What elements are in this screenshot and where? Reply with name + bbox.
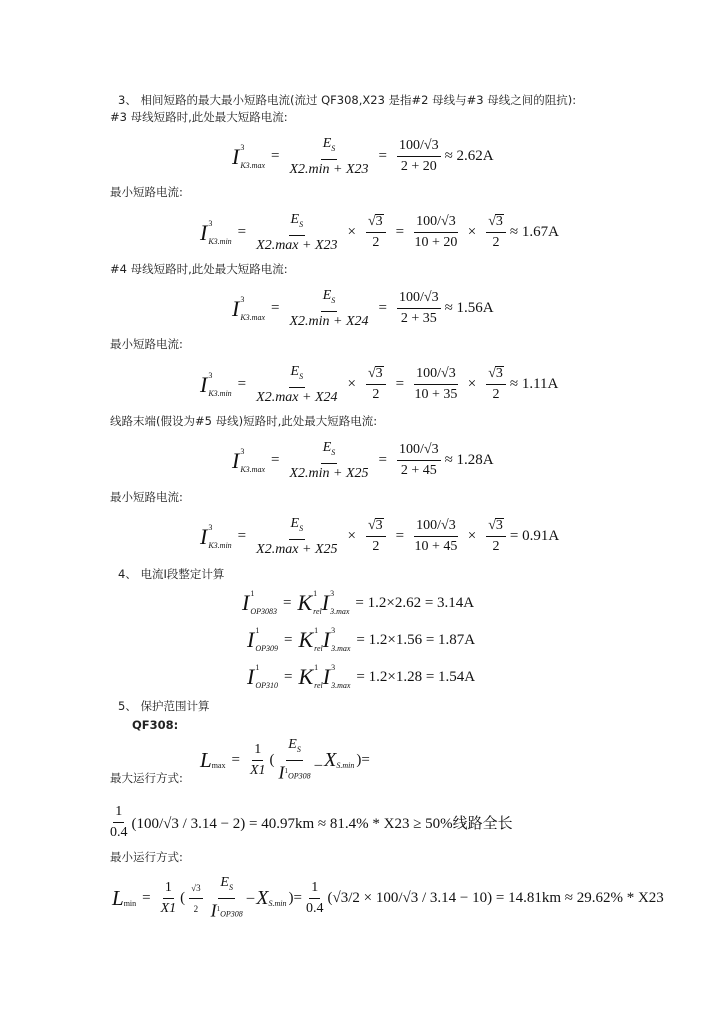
min-mode-label: 最小运行方式: [110,850,183,864]
bus4-max-label: #4 母线短路时,此处最大短路电流: [110,262,288,276]
equation-op309: I 1 OP309 = K 1 rel I 3 3.max = 1.2×1.56 = 1.87A [247,626,476,653]
section-3-heading: 3、 相间短路的最大最小短路电流(流过 QF308,X23 是指#2 母线与#3 母线之间的阻抗): [118,93,577,107]
equation-lmax: L max = $\frac{1}{X1}$ ( $\frac{E_S}{I^1OP308}$ _ X S.min )= [200,737,370,783]
equation-op310: I 1 OP310 = K 1 rel I 3 3.max = 1.2×1.28 = 1.54A [247,663,476,690]
equation-bus4-max: I 3 K3.max = $\frac{E_S}{X2.\min + X24}$ = $\frac{100/√3}{2 + 35}$ ≈ 1.56A [232,288,494,329]
qf308-label: QF308: [132,718,179,732]
min-current-label-3: 最小短路电流: [110,490,183,504]
max-mode-label: 最大运行方式: [110,771,183,785]
equation-bus3-max: I 3 K3.max = $\frac{E_S}{X2.\min + X23}$ = $\frac{100/√3}{2 + 20}$ ≈ 2.62A [232,136,494,177]
equation-bus5-min: I 3 K3.min = $\frac{E_S}{X2.\max + X25}$ × $\frac{√3}{2}$ = $\frac{100/√3}{10 + 45}$ × $\frac{√3}{2}$ = 0.91A [200,516,560,557]
section-5-heading: 5、 保护范围计算 [118,699,210,713]
equation-op3083: I 1 OP3083 = K 1 rel I 3 3.max = 1.2×2.62 = 3.14A [242,589,475,616]
equation-bus5-max: I 3 K3.max = $\frac{E_S}{X2.\min + X25}$ = $\frac{100/√3}{2 + 45}$ ≈ 1.28A [232,440,494,481]
min-current-label-2: 最小短路电流: [110,337,183,351]
equation-max-result: $\frac{1}{0.4}$ (100/√3 / 3.14 − 2) = 40.97km ≈ 81.4% * X23 ≥ 50%线路全长 [110,804,513,840]
bus5-max-label: 线路末端(假设为#5 母线)短路时,此处最大短路电流: [110,414,378,428]
min-current-label-1: 最小短路电流: [110,185,183,199]
section-4-heading: 4、 电流Ⅰ段整定计算 [118,567,225,581]
equation-bus4-min: I 3 K3.min = $\frac{E_S}{X2.\max + X24}$ × $\frac{√3}{2}$ = $\frac{100/√3}{10 + 35}$ × $\frac{√3}{2}$ ≈ 1.11A [200,364,559,405]
bus3-max-label: #3 母线短路时,此处最大短路电流: [110,110,288,124]
equation-bus3-min: I 3 K3.min = $\frac{E_S}{X2.\max + X23}$ × $\frac{√3}{2}$ = $\frac{100/√3}{10 + 20}$ × $\frac{√3}{2}$ ≈ 1.67A [200,212,559,253]
equation-lmin: L min = $\frac{1}{X1}$ ( $\frac{√3}{2}$ $\frac{E_S}{I^1OP308}$ – X S.min )= $\frac{1}{0.4}$ (√3/2 × 100/√3 / 3.14 − 10) = 14.81km ≈ 29.62% * X23 [112,875,664,921]
